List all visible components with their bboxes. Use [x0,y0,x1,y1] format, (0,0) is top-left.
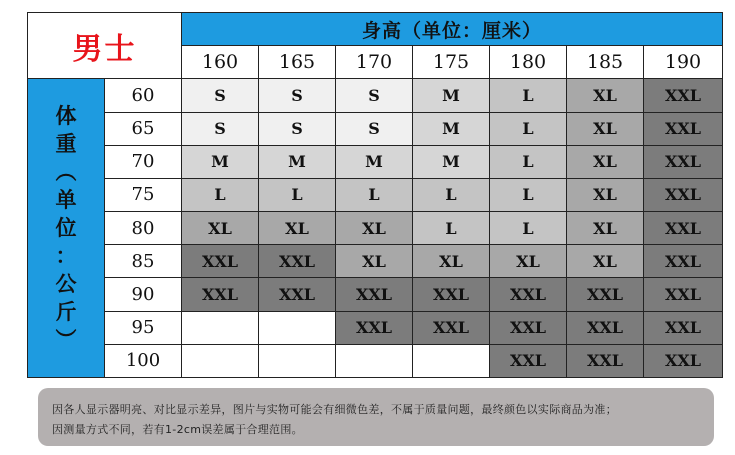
weight-row [28,212,723,245]
height-column-180: 180 [490,46,567,79]
disclaimer-line-2: 因测量方式不同，若有1-2cm误差属于合理范围。 [52,423,303,436]
size-cell: XL [336,245,413,278]
size-cell: M [336,145,413,178]
size-cell: L [413,212,490,245]
weight-row [28,112,723,145]
height-column-160: 160 [182,46,259,79]
size-cell: XXL [490,311,567,344]
size-cell: S [259,79,336,112]
weight-row [28,311,723,344]
size-cell: XXL [413,278,490,311]
size-cell: XL [336,212,413,245]
weight-row [28,278,723,311]
size-cell: XL [567,145,644,178]
size-cell: L [413,178,490,211]
empty-cell [259,344,336,377]
weight-value: 70 [105,145,182,178]
size-cell: S [259,112,336,145]
disclaimer-note [38,388,714,446]
size-cell: M [182,145,259,178]
size-cell: XXL [644,344,723,377]
weight-row [28,178,723,211]
size-cell: XL [259,212,336,245]
size-cell: XXL [259,245,336,278]
weight-label-char: ︶ [55,328,77,353]
size-cell: XXL [182,278,259,311]
weight-label-char: 公 [55,272,77,297]
size-cell: L [259,178,336,211]
weight-label-char: 单 [55,188,77,213]
size-cell: XL [490,245,567,278]
size-cell: XXL [490,278,567,311]
size-cell: XXL [644,311,723,344]
size-cell: XXL [644,79,723,112]
empty-cell [413,344,490,377]
size-cell: XXL [413,311,490,344]
height-column-170: 170 [336,46,413,79]
size-cell: XXL [182,245,259,278]
weight-row [28,245,723,278]
weight-value: 85 [105,245,182,278]
size-cell: XXL [567,344,644,377]
size-cell: XXL [490,344,567,377]
size-cell: XXL [567,278,644,311]
size-cell: XXL [336,278,413,311]
weight-axis-label [28,79,105,378]
size-cell: L [490,212,567,245]
size-cell: M [259,145,336,178]
weight-row [28,344,723,377]
size-cell: XL [567,245,644,278]
size-cell: L [336,178,413,211]
size-cell: XXL [259,278,336,311]
height-column-175: 175 [413,46,490,79]
height-header: 身高（单位：厘米） [182,13,723,46]
size-cell: L [490,79,567,112]
size-chart-table [27,12,723,378]
empty-cell [259,311,336,344]
weight-value: 95 [105,311,182,344]
weight-row [28,79,723,112]
size-cell: M [413,112,490,145]
disclaimer-line-1: 因各人显示器明亮、对比显示差异，图片与实物可能会有细微色差，不属于质量问题，最终颜色以实际商品为准； [52,403,617,416]
size-cell: XL [567,112,644,145]
size-cell: XXL [644,212,723,245]
size-cell: XXL [336,311,413,344]
weight-label-char: ： [55,244,77,269]
height-column-190: 190 [644,46,723,79]
size-cell: S [336,79,413,112]
size-cell: XL [567,178,644,211]
weight-value: 90 [105,278,182,311]
height-column-185: 185 [567,46,644,79]
empty-cell [336,344,413,377]
weight-value: 65 [105,112,182,145]
chart-title: 男士 [28,13,182,79]
size-cell: XXL [567,311,644,344]
empty-cell [182,311,259,344]
weight-value: 75 [105,178,182,211]
size-cell: S [182,79,259,112]
weight-label-char: 位 [55,216,77,241]
size-cell: XXL [644,112,723,145]
size-cell: S [182,112,259,145]
weight-value: 80 [105,212,182,245]
weight-label-char: 重 [55,132,77,157]
size-cell: XXL [644,278,723,311]
size-cell: XXL [644,245,723,278]
size-cell: M [413,145,490,178]
weight-label-char: 体 [55,104,77,129]
weight-value: 100 [105,344,182,377]
weight-label-char: ︵ [55,160,77,185]
size-cell: L [490,112,567,145]
size-cell: XXL [644,178,723,211]
size-cell: XL [413,245,490,278]
size-cell: L [490,178,567,211]
size-cell: S [336,112,413,145]
weight-row [28,145,723,178]
empty-cell [182,344,259,377]
size-cell: XXL [644,145,723,178]
size-cell: L [182,178,259,211]
size-cell: XL [567,212,644,245]
weight-label-char: 斤 [55,300,77,325]
height-column-165: 165 [259,46,336,79]
size-cell: XL [567,79,644,112]
weight-value: 60 [105,79,182,112]
size-cell: XL [182,212,259,245]
size-cell: M [413,79,490,112]
size-cell: L [490,145,567,178]
